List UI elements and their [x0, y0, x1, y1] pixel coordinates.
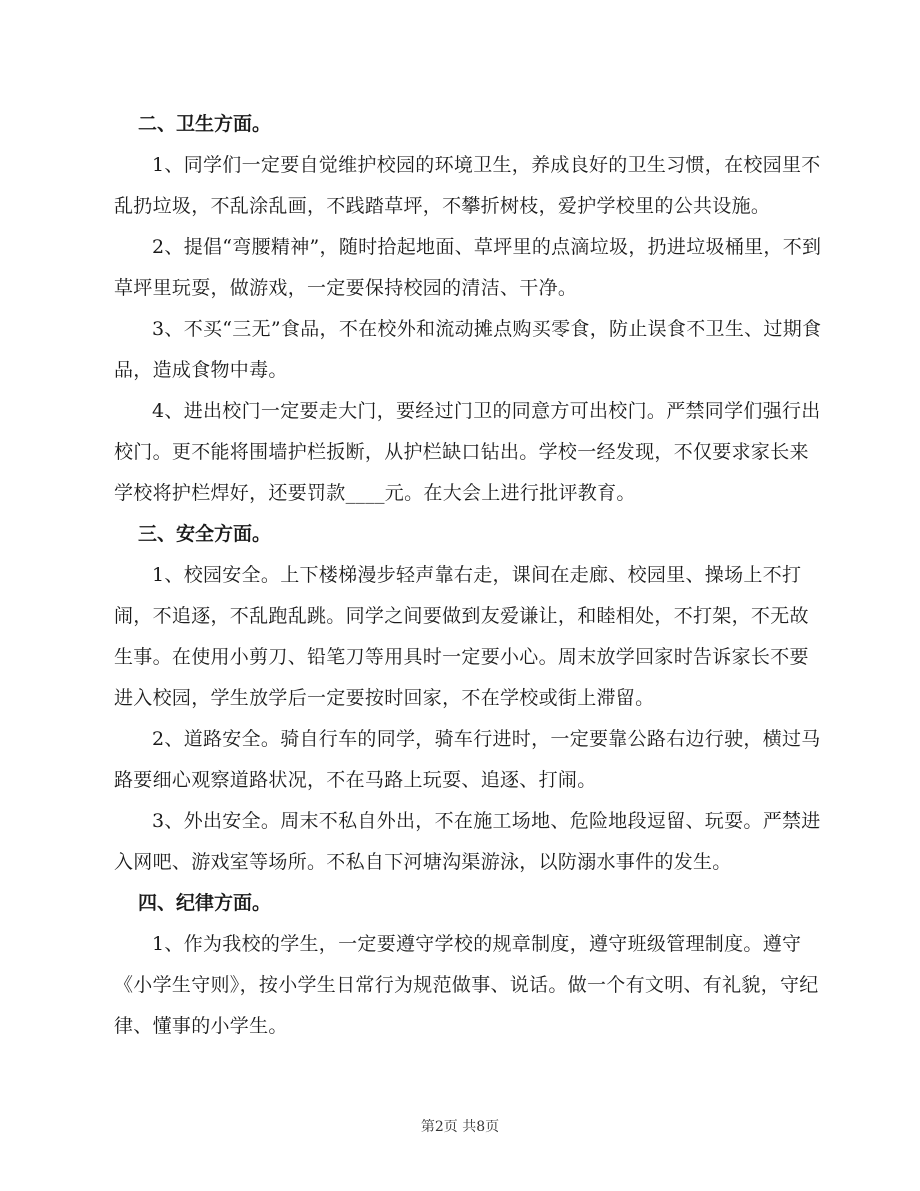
page-number-footer: 第2页 共8页: [420, 1119, 500, 1135]
document-body: [114, 104, 826, 1047]
paragraph: 1、同学们一定要自觉维护校园的环境卫生，养成良好的卫生习惯，在校园里不乱扔垃圾，不乱涂乱画，不践踏草坪，不攀折树枝，爱护学校里的公共设施。: [114, 154, 821, 217]
paragraph: 1、作为我校的学生，一定要遵守学校的规章制度，遵守班级管理制度。遵守《小学生守则》，按小学生日常行为规范做事、说话。做一个有文明、有礼貌，守纪律、懂事的小学生。: [114, 933, 819, 1037]
paragraph: 3、不买“三无”食品，不在校外和流动摊点购买零食，防止误食不卫生、过期食品，造成食物中毒。: [114, 318, 822, 381]
paragraph: 4、进出校门一定要走大门，要经过门卫的同意方可出校门。严禁同学们强行出校门。更不能将围墙护栏扳断，从护栏缺口钻出。学校一经发现，不仅要求家长来学校将护栏焊好，还要罚款____元。在大会上进行批评教育。: [114, 400, 821, 504]
paragraph: 3、外出安全。周末不私自外出，不在施工场地、危险地段逗留、玩耍。严禁进入网吧、游戏室等场所。不私自下河塘沟渠游泳，以防溺水事件的发生。: [114, 810, 821, 873]
paragraph: 2、道路安全。骑自行车的同学，骑车行进时，一定要靠公路右边行驶，横过马路要细心观察道路状况，不在马路上玩耍、追逐、打闹。: [114, 728, 821, 791]
section-heading-hygiene: 二、卫生方面。: [138, 113, 272, 135]
paragraph: 1、校园安全。上下楼梯漫步轻声靠右走，课间在走廊、校园里、操场上不打闹，不追逐，不乱跑乱跳。同学之间要做到友爱谦让，和睦相处，不打架，不无故生事。在使用小剪刀、铅笔刀等用具时一定要小心。周末放学回家时告诉家长不要进入校园，学生放学后一定要按时回家，不在学校或街上滞留。: [114, 564, 809, 709]
section-heading-discipline: 四、纪律方面。: [138, 892, 272, 914]
section-heading-safety: 三、安全方面。: [138, 523, 272, 545]
paragraph: 2、提倡“弯腰精神”，随时拾起地面、草坪里的点滴垃圾，扔进垃圾桶里，不到草坪里玩耍，做游戏，一定要保持校园的清洁、干净。: [114, 236, 822, 299]
